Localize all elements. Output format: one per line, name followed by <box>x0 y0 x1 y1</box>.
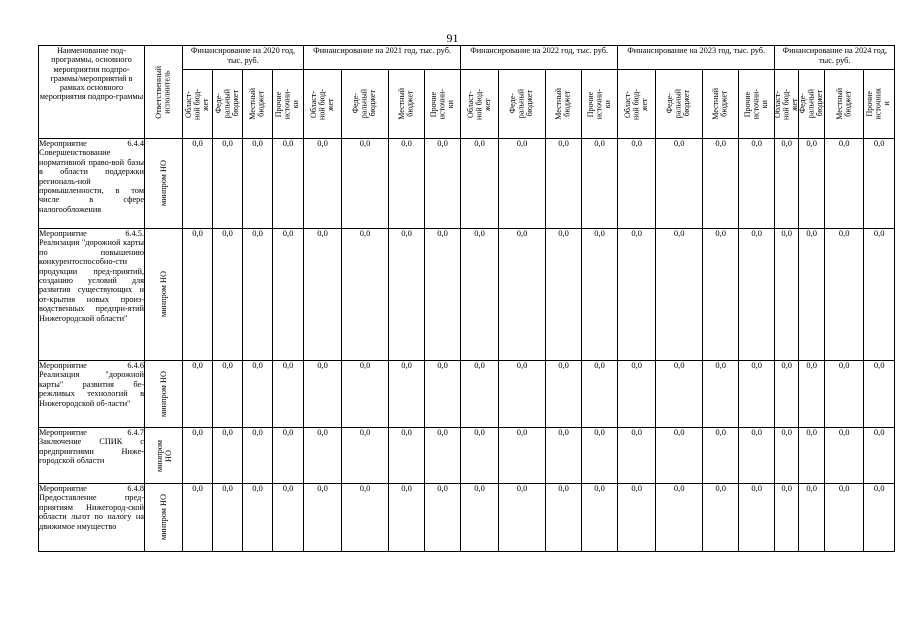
value-cell: 0,0 <box>703 139 739 229</box>
value-cell: 0,0 <box>213 139 243 229</box>
value-cell: 0,0 <box>825 428 864 484</box>
value-cell: 0,0 <box>304 139 342 229</box>
name-column-header: Наименование под-программы, основного мероприятия подпро-граммы/мероприятий в рамках основного мероприятия подпро-граммы <box>39 46 145 139</box>
value-cell: 0,0 <box>461 229 499 361</box>
subheader-other-sources: Прочие источни- ки <box>425 70 461 139</box>
value-cell: 0,0 <box>342 428 389 484</box>
subheader-local-budget: Местный бюджет <box>825 70 864 139</box>
value-cell: 0,0 <box>243 229 273 361</box>
value-cell: 0,0 <box>739 428 775 484</box>
value-cell: 0,0 <box>825 229 864 361</box>
value-cell: 0,0 <box>304 229 342 361</box>
subheader-other-sources: Прочие источни- ки <box>273 70 304 139</box>
value-cell: 0,0 <box>703 361 739 428</box>
value-cell: 0,0 <box>775 361 799 428</box>
value-cell: 0,0 <box>342 139 389 229</box>
value-cell: 0,0 <box>461 361 499 428</box>
subheader-local-budget: Местный бюджет <box>546 70 582 139</box>
year-2022-header: Финансирование на 2022 год, тыс. руб. <box>461 46 618 70</box>
value-cell: 0,0 <box>775 229 799 361</box>
subheader-regional-budget: Област- ной бюд- жет <box>461 70 499 139</box>
value-cell: 0,0 <box>703 229 739 361</box>
value-cell: 0,0 <box>656 229 703 361</box>
value-cell: 0,0 <box>213 428 243 484</box>
financing-table <box>38 45 895 552</box>
subheader-federal-budget: Феде- ральный бюджет <box>799 70 825 139</box>
value-cell: 0,0 <box>739 229 775 361</box>
value-cell: 0,0 <box>825 484 864 552</box>
value-cell: 0,0 <box>739 484 775 552</box>
value-cell: 0,0 <box>703 428 739 484</box>
value-cell: 0,0 <box>825 139 864 229</box>
value-cell: 0,0 <box>389 361 425 428</box>
value-cell: 0,0 <box>618 484 656 552</box>
event-name-cell: Мероприятие 6.4.6 Реализация "дорожной карты" развития бе-режливых технологий в Нижегородской об-ласти" <box>39 361 145 428</box>
event-name-cell: Мероприятие 6.4.7 Заключение СПИК с предприятиями Ниже-городской области <box>39 428 145 484</box>
value-cell: 0,0 <box>582 361 618 428</box>
value-cell: 0,0 <box>183 139 213 229</box>
value-cell: 0,0 <box>213 484 243 552</box>
value-cell: 0,0 <box>656 484 703 552</box>
value-cell: 0,0 <box>425 229 461 361</box>
responsible-cell: минпром НО <box>145 229 183 361</box>
subheader-regional-budget: Област- ной бюд- жет <box>775 70 799 139</box>
page-number: 91 <box>446 31 459 45</box>
value-cell: 0,0 <box>425 484 461 552</box>
subheader-regional-budget: Област- ной бюд- жет <box>618 70 656 139</box>
value-cell: 0,0 <box>582 428 618 484</box>
value-cell: 0,0 <box>775 139 799 229</box>
value-cell: 0,0 <box>243 139 273 229</box>
value-cell: 0,0 <box>425 139 461 229</box>
subheader-local-budget: Местный бюджет <box>243 70 273 139</box>
subheader-federal-budget: Феде- ральный бюджет <box>213 70 243 139</box>
value-cell: 0,0 <box>342 229 389 361</box>
subheader-federal-budget: Феде- ральный бюджет <box>656 70 703 139</box>
value-cell: 0,0 <box>618 428 656 484</box>
value-cell: 0,0 <box>342 484 389 552</box>
value-cell: 0,0 <box>546 361 582 428</box>
value-cell: 0,0 <box>799 361 825 428</box>
value-cell: 0,0 <box>183 229 213 361</box>
subheader-federal-budget: Феде- ральный бюджет <box>499 70 546 139</box>
value-cell: 0,0 <box>775 484 799 552</box>
value-cell: 0,0 <box>739 139 775 229</box>
value-cell: 0,0 <box>273 361 304 428</box>
responsible-cell: минпром НО <box>145 139 183 229</box>
subheader-other-sources: Прочие источни- ки <box>582 70 618 139</box>
responsible-column-header: Ответственный исполнитель <box>145 46 183 139</box>
value-cell: 0,0 <box>273 229 304 361</box>
value-cell: 0,0 <box>799 428 825 484</box>
value-cell: 0,0 <box>864 139 895 229</box>
value-cell: 0,0 <box>546 229 582 361</box>
value-cell: 0,0 <box>183 361 213 428</box>
value-cell: 0,0 <box>389 484 425 552</box>
value-cell: 0,0 <box>273 428 304 484</box>
value-cell: 0,0 <box>499 139 546 229</box>
value-cell: 0,0 <box>582 139 618 229</box>
table-row <box>39 229 895 361</box>
value-cell: 0,0 <box>656 428 703 484</box>
value-cell: 0,0 <box>499 361 546 428</box>
value-cell: 0,0 <box>582 229 618 361</box>
value-cell: 0,0 <box>618 229 656 361</box>
value-cell: 0,0 <box>243 484 273 552</box>
responsible-cell: минпром НО <box>145 428 183 484</box>
value-cell: 0,0 <box>799 484 825 552</box>
subheader-other-sources: Прочие источник и <box>864 70 895 139</box>
value-cell: 0,0 <box>775 428 799 484</box>
value-cell: 0,0 <box>546 139 582 229</box>
value-cell: 0,0 <box>304 484 342 552</box>
value-cell: 0,0 <box>304 361 342 428</box>
value-cell: 0,0 <box>864 484 895 552</box>
value-cell: 0,0 <box>799 229 825 361</box>
subheader-local-budget: Местный бюджет <box>703 70 739 139</box>
subheader-regional-budget: Област- ной бюд- жет <box>183 70 213 139</box>
value-cell: 0,0 <box>243 428 273 484</box>
year-2020-header: Финансирование на 2020 год, тыс. руб. <box>183 46 304 70</box>
table-row <box>39 139 895 229</box>
year-2024-header: Финансирование на 2024 год, тыс. руб. <box>775 46 895 70</box>
value-cell: 0,0 <box>213 229 243 361</box>
event-name-cell: Мероприятие 6.4.8 Предоставление пред-приятиям Нижегород-ской области льгот по налогу на движимое имущество <box>39 484 145 552</box>
value-cell: 0,0 <box>213 361 243 428</box>
value-cell: 0,0 <box>864 229 895 361</box>
value-cell: 0,0 <box>389 428 425 484</box>
value-cell: 0,0 <box>499 428 546 484</box>
value-cell: 0,0 <box>243 361 273 428</box>
subheader-other-sources: Прочие источни- ки <box>739 70 775 139</box>
value-cell: 0,0 <box>546 428 582 484</box>
subheader-federal-budget: Феде- ральный бюджет <box>342 70 389 139</box>
value-cell: 0,0 <box>656 139 703 229</box>
value-cell: 0,0 <box>703 484 739 552</box>
value-cell: 0,0 <box>618 139 656 229</box>
value-cell: 0,0 <box>499 484 546 552</box>
value-cell: 0,0 <box>799 139 825 229</box>
value-cell: 0,0 <box>864 361 895 428</box>
table-row <box>39 428 895 484</box>
value-cell: 0,0 <box>183 428 213 484</box>
value-cell: 0,0 <box>618 361 656 428</box>
value-cell: 0,0 <box>389 139 425 229</box>
value-cell: 0,0 <box>461 428 499 484</box>
table-row <box>39 484 895 552</box>
header-row-years <box>39 46 895 70</box>
event-name-cell: Мероприятие 6.4.5. Реализация "дорожной карты по повышению конкурентоспособно-сти продукции пред-приятий, созданию условий для развития существующих и от-крытия новых произ-водственных предпри-ятий Нижегородской области" <box>39 229 145 361</box>
value-cell: 0,0 <box>389 229 425 361</box>
value-cell: 0,0 <box>739 361 775 428</box>
value-cell: 0,0 <box>425 361 461 428</box>
year-2023-header: Финансирование на 2023 год, тыс. руб. <box>618 46 775 70</box>
event-name-cell: Мероприятие 6.4.4 Совершенствование нормативной право-вой базы в области поддержки региональ-ной промышленности, в том числе в сфере налогообложения <box>39 139 145 229</box>
value-cell: 0,0 <box>546 484 582 552</box>
value-cell: 0,0 <box>273 139 304 229</box>
value-cell: 0,0 <box>582 484 618 552</box>
responsible-cell: минпром НО <box>145 361 183 428</box>
value-cell: 0,0 <box>461 484 499 552</box>
table-row <box>39 361 895 428</box>
value-cell: 0,0 <box>183 484 213 552</box>
value-cell: 0,0 <box>342 361 389 428</box>
year-2021-header: Финансирование на 2021 год, тыс. руб. <box>304 46 461 70</box>
value-cell: 0,0 <box>656 361 703 428</box>
subheader-local-budget: Местный бюджет <box>389 70 425 139</box>
value-cell: 0,0 <box>461 139 499 229</box>
responsible-cell: минпром НО <box>145 484 183 552</box>
value-cell: 0,0 <box>864 428 895 484</box>
value-cell: 0,0 <box>425 428 461 484</box>
value-cell: 0,0 <box>304 428 342 484</box>
subheader-regional-budget: Област- ной бюд- жет <box>304 70 342 139</box>
value-cell: 0,0 <box>499 229 546 361</box>
value-cell: 0,0 <box>273 484 304 552</box>
value-cell: 0,0 <box>825 361 864 428</box>
